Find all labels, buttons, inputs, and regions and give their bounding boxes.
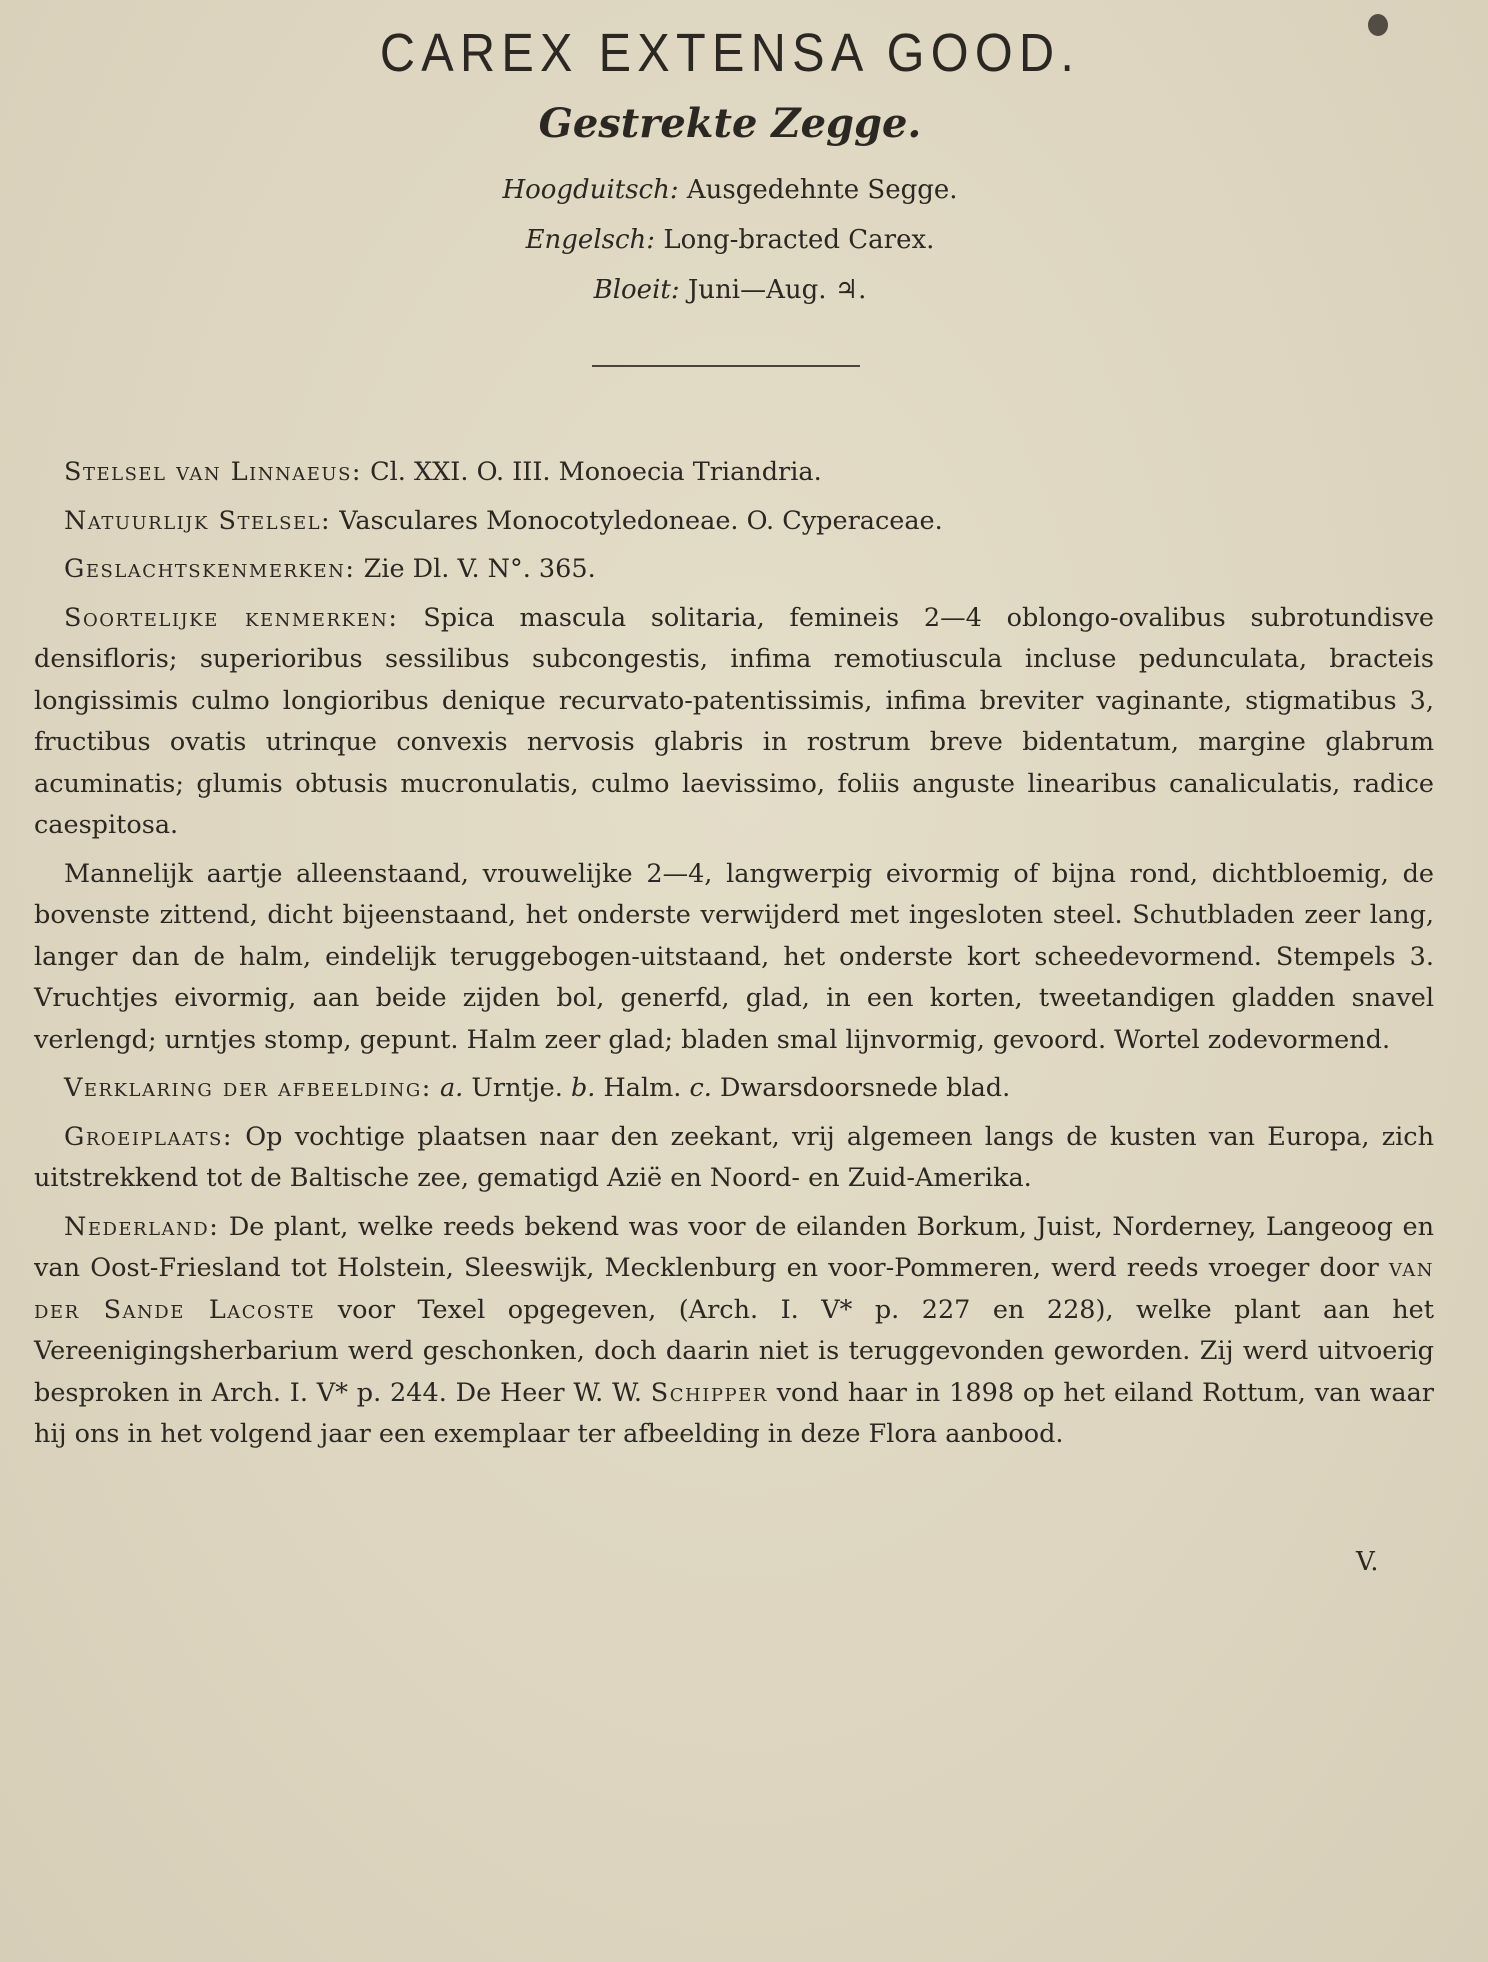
figure-explanation-label: Verklaring der afbeelding: <box>64 1073 432 1103</box>
natural-system-paragraph <box>34 501 1434 543</box>
netherlands-text-2: voor Texel opgegeven, (Arch. I. V* p. 227 en 228), welke plant aan het Vereenigingsherbarium werd geschonken, doch daarin niet is teruggevonden geworden. Zij werd uitvoerig besproken in Arch. I. V* p. 244. De Heer W. W. <box>34 1294 1434 1408</box>
genus-label: Geslachtskenmerken: <box>64 554 356 584</box>
english-name-line <box>0 215 1460 265</box>
collector-name-2: Schipper <box>650 1377 768 1408</box>
dutch-description-paragraph <box>34 854 1434 1062</box>
netherlands-label: Nederland: <box>64 1211 220 1242</box>
german-name-line <box>0 165 1460 215</box>
german-label: Hoogduitsch: <box>502 175 679 205</box>
species-paragraph <box>34 598 1434 847</box>
netherlands-text-3: vond haar in 1898 op het eiland Rottum, van waar hij ons in het volgend jaar een exemplaar ter afbeelding in deze Flora aanbood. <box>34 1377 1434 1449</box>
collector-name-1: van der Sande Lacoste <box>34 1253 1435 1325</box>
figure-key-b: b. <box>570 1073 596 1103</box>
dutch-name: Gestrekte Zegge. <box>538 100 922 147</box>
english-label: Engelsch: <box>525 225 656 255</box>
figure-value-c: Dwarsdoorsnede blad. <box>720 1073 1011 1103</box>
description-body <box>34 452 1434 1463</box>
habitat-label: Groeiplaats: <box>64 1121 233 1152</box>
species-text: Spica mascula solitaria, femineis 2—4 oblongo-ovalibus subrotundisve densifloris; superioribus sessilibus subcongestis, infima remotiuscula incluse pedunculata, bracteis longissimis culmo longioribus denique recurvato-patentissimis, infima breviter vaginante, stigmatibus 3, fructibus ovatis utrinque convexis nervosis glabris in rostrum breve bidentatum, margine glabrum acuminatis; glumis obtusis mucronulatis, culmo laevissimo, foliis anguste linearibus canaliculatis, radice caespitosa. <box>34 602 1434 840</box>
divider <box>592 365 860 367</box>
netherlands-text-1: De plant, welke reeds bekend was voor de eilanden Borkum, Juist, Norderney, Langeoog en van Oost-Friesland tot Holstein, Sleeswijk, Mecklenburg en voor-Pommeren, werd reeds vroeger door <box>34 1211 1434 1283</box>
netherlands-paragraph <box>34 1207 1434 1456</box>
habitat-paragraph <box>34 1117 1434 1200</box>
linnaeus-label: Stelsel van Linnaeus: <box>64 457 363 487</box>
figure-key-c: c. <box>689 1073 712 1103</box>
species-label: Soortelijke kenmerken: <box>64 602 399 633</box>
figure-explanation-paragraph <box>34 1068 1434 1110</box>
english-value: Long-bracted Carex. <box>663 225 935 255</box>
german-value: Ausgedehnte Segge. <box>686 175 958 205</box>
natural-system-label: Natuurlijk Stelsel: <box>64 505 332 536</box>
linnaeus-text: Cl. XXI. O. III. Monoecia Triandria. <box>370 457 822 487</box>
author-initial: V. <box>1356 1547 1379 1577</box>
figure-value-a: Urntje. <box>471 1073 563 1103</box>
linnaeus-paragraph <box>34 452 1434 494</box>
page-title: CAREX EXTENSA GOOD. <box>379 23 1081 83</box>
bloom-label: Bloeit: <box>593 275 680 305</box>
natural-system-text: Vasculares Monocotyledoneae. O. Cyperaceae. <box>339 505 943 536</box>
genus-text: Zie Dl. V. N°. 365. <box>363 554 596 584</box>
common-names <box>0 165 1460 315</box>
genus-paragraph <box>34 549 1434 591</box>
dutch-description-text: Mannelijk aartje alleenstaand, vrouwelijke 2—4, langwerpig eivormig of bijna rond, dichtbloemig, de bovenste zittend, dicht bijeenstaand, het onderste verwijderd met ingesloten steel. Schutbladen zeer lang, langer dan de halm, eindelijk teruggebogen-uitstaand, het onderste kort scheedevormend. Stempels 3. Vruchtjes eivormig, aan beide zijden bol, generfd, glad, in een korten, tweetandigen gladden snavel verlengd; urntjes stomp, gepunt. Halm zeer glad; bladen smal lijnvormig, gevoord. Wortel zodevormend. <box>34 858 1434 1055</box>
bloom-value: Juni—Aug. ♃. <box>687 275 867 305</box>
bloom-line <box>0 265 1460 315</box>
figure-key-a: a. <box>439 1073 464 1103</box>
habitat-text: Op vochtige plaatsen naar den zeekant, vrij algemeen langs de kusten van Europa, zich uitstrekkend tot de Baltische zee, gematigd Azië en Noord- en Zuid-Amerika. <box>34 1121 1434 1193</box>
figure-value-b: Halm. <box>603 1073 682 1103</box>
